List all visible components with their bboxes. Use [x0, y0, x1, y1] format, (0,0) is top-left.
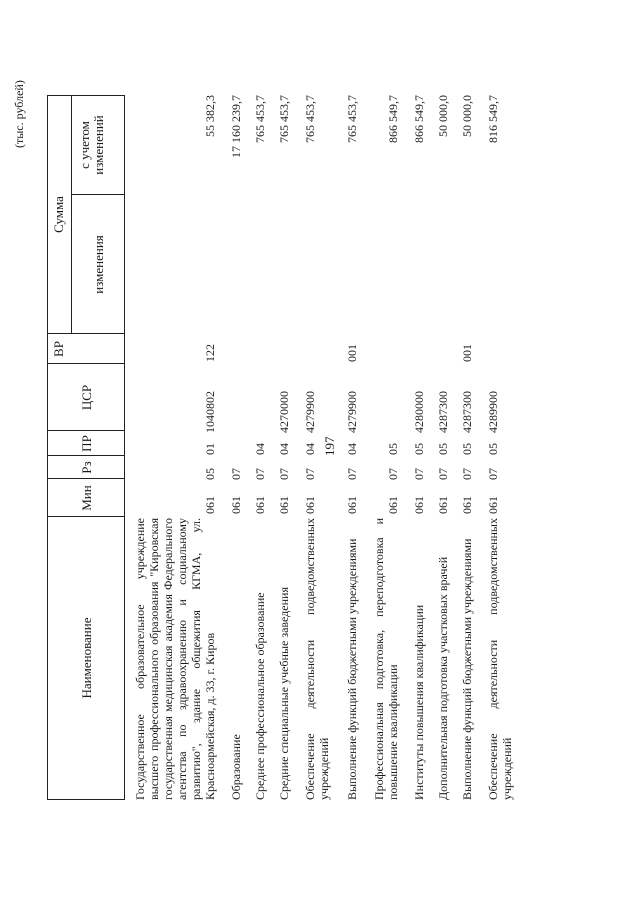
row-pr: 04: [345, 443, 359, 455]
row-name: Институты повышения квалификации: [412, 604, 426, 800]
row-name: Образование: [229, 734, 243, 800]
row-total: 50 000,0: [460, 95, 474, 137]
row-name: Выполнение функций бюджетными учреждениями: [345, 538, 359, 800]
row-pr: 04: [253, 443, 267, 455]
header-csr: ЦСР: [79, 384, 94, 411]
row-name: Профессиональная подготовка, переподготовка и повышение квалификации: [372, 518, 400, 800]
row-total: 816 549,7: [486, 95, 500, 143]
row-pr: 04: [277, 443, 291, 455]
row-total: 866 549,7: [412, 95, 426, 143]
units-label: (тыс. рублей): [12, 80, 26, 148]
row-total: 765 453,7: [277, 95, 291, 143]
row-total: 55 382,3: [203, 95, 217, 137]
row-total: 866 549,7: [386, 95, 400, 143]
header-with-changes-2: изменений: [91, 115, 106, 175]
row-min: 061: [412, 496, 426, 514]
row-total: 765 453,7: [253, 95, 267, 143]
row-name: Среднее профессиональное образование: [253, 592, 267, 800]
row-vr: 001: [460, 344, 474, 362]
row-csr: 4270000: [277, 391, 291, 433]
row-min: 061: [436, 496, 450, 514]
row-total: 765 453,7: [303, 95, 317, 143]
row-name: Дополнительная подготовка участковых врачей: [436, 556, 450, 800]
row-min: 061: [229, 496, 243, 514]
header-vr: ВР: [51, 341, 66, 357]
row-rz: 07: [253, 468, 267, 480]
row-min: 061: [345, 496, 359, 514]
row-csr: 1040802: [203, 391, 217, 433]
row-pr: 05: [486, 443, 500, 455]
row-rz: 07: [486, 468, 500, 480]
header-pr: ПР: [79, 435, 94, 452]
header-min: Мин: [79, 485, 94, 511]
row-rz: 07: [436, 468, 450, 480]
row-name: Обеспечение деятельности подведомственных учреждений: [303, 518, 331, 800]
header-rz: Рз: [79, 461, 94, 474]
row-rz: 05: [203, 468, 217, 480]
row-name: Средние специальные учебные заведения: [277, 587, 291, 800]
header-name: Наименование: [79, 617, 94, 699]
row-rz: 07: [345, 468, 359, 480]
header-with-changes-1: с учетом: [77, 121, 92, 169]
row-pr: 01: [203, 443, 217, 455]
row-min: 061: [253, 496, 267, 514]
row-csr: 4289900: [486, 391, 500, 433]
row-vr: 122: [203, 344, 217, 362]
table-header: [47, 95, 125, 800]
row-pr: 05: [436, 443, 450, 455]
row-min: 061: [460, 496, 474, 514]
row-csr: 4279900: [303, 391, 317, 433]
header-changes: изменения: [91, 235, 106, 294]
row-name: Обеспечение деятельности подведомственных учреждений: [486, 518, 514, 800]
row-min: 061: [277, 496, 291, 514]
row-csr: 4287300: [460, 391, 474, 433]
row-pr: 04: [303, 443, 317, 455]
row-pr: 05: [412, 443, 426, 455]
row-csr: 4279900: [345, 391, 359, 433]
page-number: 197: [322, 436, 337, 456]
row-min: 061: [303, 496, 317, 514]
row-rz: 07: [229, 468, 243, 480]
row-csr: 4280000: [412, 391, 426, 433]
row-min: 061: [386, 496, 400, 514]
row-min: 061: [486, 496, 500, 514]
row-name: Государственное образовательное учреждение высшего профессионального образования "Кировская государственная медицинская академия Федерального агентства по здравоохранению и социальному развитию", здание общежития КГМА, ул. Красноармейская, д. 33, г. Киров: [133, 518, 217, 800]
row-rz: 07: [277, 468, 291, 480]
row-rz: 07: [412, 468, 426, 480]
row-rz: 07: [460, 468, 474, 480]
row-total: 17 160 239,7: [229, 95, 243, 158]
row-total: 765 453,7: [345, 95, 359, 143]
row-vr: 001: [345, 344, 359, 362]
header-sum: Сумма: [51, 196, 66, 233]
row-csr: 4287300: [436, 391, 450, 433]
row-total: 50 000,0: [436, 95, 450, 137]
row-rz: 07: [303, 468, 317, 480]
row-rz: 07: [386, 468, 400, 480]
row-min: 061: [203, 496, 217, 514]
row-name: Выполнение функций бюджетными учреждениями: [460, 538, 474, 800]
row-pr: 05: [386, 443, 400, 455]
row-pr: 05: [460, 443, 474, 455]
